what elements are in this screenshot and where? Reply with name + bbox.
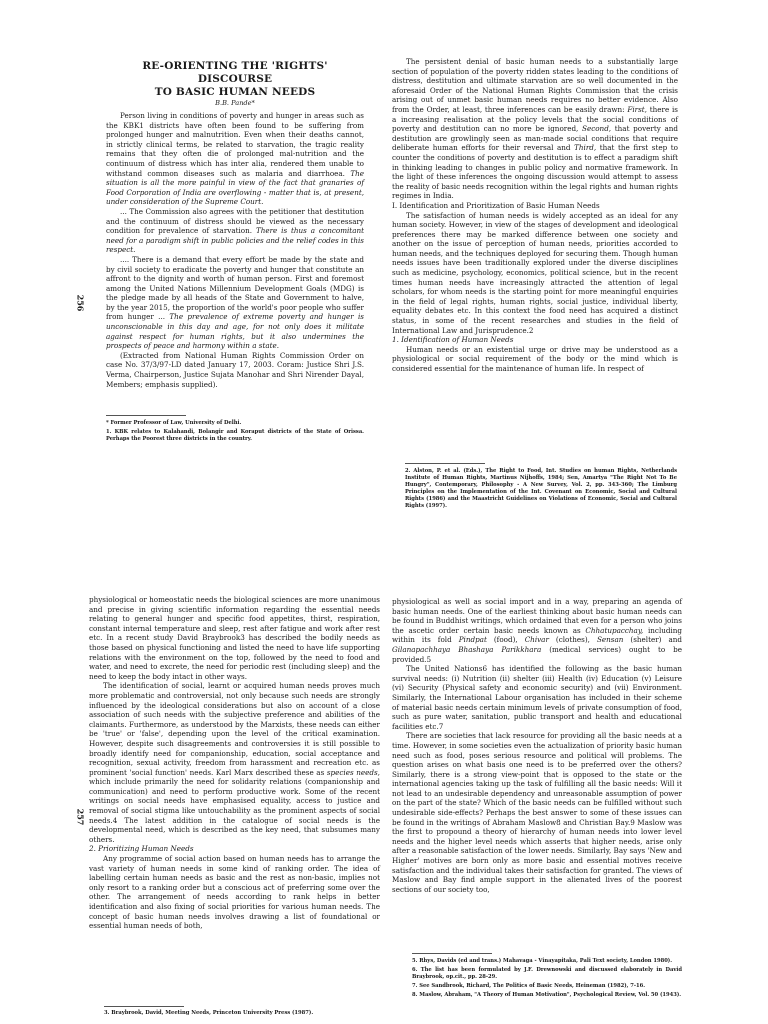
left-column: [106, 60, 364, 389]
body-text: that the first step to counter the conditions of poverty and destitution is to effect a paradigm shift in thinking leading to changes in public policy and normative framework. In the light of these inferences the ongoing discussion would attempt to assess the reality of basic needs recognition within the legal rights and human rights regimes in India.: [392, 143, 678, 201]
body-text: there is a increasing realisation at the policy levels that the social conditions of poverty and destitution can no more be ignored,: [392, 104, 678, 134]
title-line-1: RE-ORIENTING THE 'RIGHTS' DISCOURSE: [142, 60, 328, 85]
footnotes-right: [405, 468, 677, 512]
body-text: which include primarily the need for solidarity relations (companionship and communication) and need to perform productive work. Some of the recent writings on social needs have emphasised equality, access to justice and removal of social stigma like untouchability as the prominent aspects of social needs.4 The latest addition in the catalogue of social needs is the developmental need, which is described as the key need, that subsumes many others.: [89, 777, 380, 844]
pali-term: Pindpat: [458, 635, 487, 645]
quote-text: Person living in conditions of poverty and hunger in areas such as the KBK1 districts have often been found to be suffering from prolonged hunger and malnutrition. Even when their deaths cannot, in strictly clinical terms, be related to starvation, the tragic reality remains that they often die of prolonged mal-nutrition and the continuum of distress which has inter alia, rendered them unable to withstand common diseases such as malaria and diarrhoea.: [106, 111, 364, 178]
footnote-separator: [405, 463, 485, 464]
section-heading: I. Identification and Prioritization of Basic Human Needs: [392, 200, 600, 210]
body-paragraph-1: [392, 597, 682, 664]
quote-source: (Extracted from National Human Rights Commission Order on case No. 37/3/97-LD dated January 17, 2003. Coram: Justice Shri J.S. Verma, Chairperson, Justice Sujata Manohar and Shri Nirender Dayal, Members; emphasis supplied).: [106, 350, 364, 389]
author: B.B. Pande*: [215, 99, 255, 107]
body-paragraph-2: [89, 681, 380, 844]
body-text: (food),: [493, 635, 518, 645]
pali-term: Sensan: [596, 635, 624, 645]
title-line-2: TO BASIC HUMAN NEEDS: [154, 86, 316, 98]
pali-term: Chhatupacchay,: [585, 625, 644, 635]
footnote-separator: [106, 415, 186, 416]
quote-paragraph-3: [106, 255, 364, 351]
right-column: [392, 57, 678, 374]
quote-emphasis: There is thus a concomitant need for a paradigm shift in public policies and the relief codes in this respect.: [106, 226, 364, 255]
page-number: 256: [75, 294, 86, 312]
body-paragraph-1: [392, 57, 678, 201]
footnote-separator: [412, 953, 492, 954]
footnotes-right: [412, 958, 682, 1001]
quote-text: ... The Commission also agrees with the petitioner that destitution and the continuum of distress should be viewed as the necessary condition for prevalence of starvation.: [106, 206, 364, 236]
page-257: [0, 512, 768, 1024]
footnote-6: 6. The list has been formulated by J.F. Drewnowski and discussed elaborately in David Braybrook, op.cit., pp. 28-29.: [412, 967, 682, 980]
left-column: [89, 595, 380, 931]
body-text: that poverty and destitution are growlingly seen as man-made social conditions that require deliberate human efforts for their reversal and: [392, 124, 678, 153]
subsection-heading: 1. Identification of Human Needs: [392, 335, 514, 345]
footnote-7: 7. See Sandbrook, Richard, The Politics of Basic Needs, Heineman (1982), 7-16.: [412, 983, 646, 989]
quote-emphasis: The prevalence of extreme poverty and hunger is unconscionable in this day and age, for not only does it militate against respect for human rights, but it also undermines the prospects of peace and harmony within a state.: [106, 312, 364, 351]
quote-paragraph-1: [106, 111, 364, 207]
footnote-2: 2. Alston, P. et al. (Eds.), The Right to Food, Int. Studies on human Rights, Netherlands Institute of Human Rights, Martinus Nijhoffs, 1984; Sen, Amartya "The Right Not To Be Hungry", Contemporary, Philosophy - A New Survey, Vol. 2, pp. 343-360; The Limburg Principles on the Implementation of the Int. Covenant on Economic, Social and Cultural Rights (1986) and the Maastricht Guidelines on Violations of Economic, Social and Cultural Rights (1997).: [405, 468, 677, 509]
quote-paragraph-2: [106, 207, 364, 255]
footnote-star: * Former Professor of Law, University of Delhi.: [106, 420, 242, 426]
footnote-3: 3. Braybrook, David, Meeting Needs, Princeton University Press (1987).: [104, 1010, 314, 1016]
body-paragraph-2: The satisfaction of human needs is widely accepted as an ideal for any human society. However, in view of the stages of development and ideological preferences there may be marked difference between one society and another on the issue of perception of human needs, priorities accorded to human needs, and the techniques deployed for securing them. Though human needs issues have been traditionally explored under the diverse disciplines such as medicine, psychology, economics, political science, but in the recent times human needs have increasingly attracted the attention of legal scholars, for whom needs is the starting point for more meaningful enquiries in the field of legal rights, human rights, social justice, individual liberty, equality debates etc. In this context the food need has acquired a distinct status, in some of the recent researches and studies in the field of International Law and Jurisprudence.2: [392, 210, 678, 335]
body-emphasis: First,: [627, 104, 647, 114]
body-text: (medical services) ought to be provided.5: [392, 644, 682, 664]
body-emphasis: Third,: [574, 143, 597, 153]
quote-emphasis: The situation is all the more painful in view of the fact that granaries of Food Corporation of India are overflowing - matter that is, at present, under consideration of the Supreme Court.: [106, 168, 364, 207]
footnote-8: 8. Maslow, Abraham, "A Theory of Human Motivation", Psychological Review, Vol. 50 (1943).: [412, 992, 682, 998]
body-paragraph-1: physiological or homeostatic needs the biological sciences are more unanimous and precise in giving scientific information regarding the essential needs relating to general hunger and specific food appetites, thirst, respiration, constant internal temperature and sleep, rest after fatigue and work after rest etc. In a recent study David Braybrook3 has described the bodily needs as those based on physical functioning and listed the need to have life supporting relations with the environment on the top, followed by the need to food and water, and need to excrete, the need for periodic rest (including sleep) and the need to keep the body intact in other ways.: [89, 595, 380, 681]
body-text: including within its fold: [392, 625, 682, 645]
pali-term: Chivar: [524, 635, 549, 645]
body-text: physiological as well as social import and in a way, preparing an agenda of basic human needs. One of the earliest thinking about basic human needs can be found in Buddhist writings, which ordained that even for a person who joins the ascetic order certain basic needs known as: [392, 597, 682, 635]
right-column: [392, 597, 682, 894]
footnotes-left: [106, 420, 364, 445]
body-paragraph-3: There are societies that lack resource for providing all the basic needs at a time. However, in some societies even the actualization of priority basic human need such as food, poses serious resource and political will problems. The question arises on what basis one need is to be preferred over the others? Similarly, there is a strong view-point that is opposed to the state or the international agencies taking up the task of fulfilling all the basic needs: Will it not lead to an undesirable dependency and unreasonable assumption of power on the part of the state? Which of the basic needs can be fulfilled without such undesirable side-effects? Perhaps the best answer to some of these issues can be found in the writings of Abraham Maslow8 and Christian Bay.9 Maslow was the first to propound a theory of hierarchy of human needs into lower level needs and the higher level needs which asserts that higher needs, arise only after a reasonable satisfaction of the lower needs. Similarly, Bay says 'New and Higher' motives are born only as more basic and essential motives receive satisfaction and the individual takes their satisfaction for granted. The views of Maslow and Bay find ample support in the alienated lives of the poorest sections of our society too,: [392, 731, 682, 894]
body-paragraph-3: Any programme of social action based on human needs has to arrange the vast variety of human needs in some kind of ranking order. The idea of labelling certain human needs as basic and the rest as non-basic, implies not only resort to a ranking order but a conscious act of preferring some over the other. The arrangement of needs according to rank helps in better identification and also fixing of social priorities for various human needs. The concept of basic human needs involves drawing a list of foundational or essential human needs of both,: [89, 854, 380, 931]
body-text: (clothes),: [555, 635, 590, 645]
subsection-heading: 2. Prioritizing Human Needs: [89, 844, 194, 854]
body-paragraph-3: Human needs or an existential urge or drive may be understood as a physiological or social requirement of the body or the mind which is considered essential for the maintenance of human life. In respect of: [392, 344, 678, 373]
article-title: [106, 60, 364, 99]
footnote-5: 5. Rhys, Davids (ed and trans.) Mahavaga - Vinayapitaka, Pali Text society, London 1980).: [412, 958, 673, 964]
body-emphasis: Second,: [582, 124, 612, 134]
pali-term: Gilanapachhaya Bhashaya Parikkhara: [392, 644, 542, 654]
footnote-1: 1. KBK relates to Kalahandi, Bolangir and Koraput districts of the State of Orissa. Perhaps the Poorest three districts in the country.: [106, 429, 364, 442]
body-paragraph-2: The United Nations6 has identified the following as the basic human survival needs: (i) Nutrition (ii) shelter (iii) Health (iv) Education (v) Leisure (vi) Security (Physical safety and economic security) and (vii) Environment. Similarly, the International Labour organisation has included in their scheme of material basic needs certain minimum levels of private consumption of food, such as pure water, sanitation, public transport and health and educational facilities etc.7: [392, 664, 682, 731]
quote-text: .... There is a demand that every effort be made by the state and by civil society to eradicate the poverty and hunger that constitute an affront to the dignity and worth of human person. First and foremost among the United Nations Millennium Development Goals (MDG) is the pledge made by all heads of the State and Government to halve, by the year 2015, the proportion of the world's poor people who suffer from hunger ...: [106, 254, 364, 322]
body-text: The identification of social, learnt or acquired human needs proves much more problematic and controversial, not only because such needs are strongly influenced by the ideological considerations but also on account of a close association of such needs with the subjective preference and abilities of the claimants. Furthermore, as understood by the Marxists, these needs can either be 'true' or 'false', depending upon the level of the critical examination. However, despite such disagreements and controversies it is still possible to broadly identify need for companionship, education, social acceptance and recognition, sexual activity, freedom from harassment and recreation etc. as prominent 'social function' needs. Karl Marx described these as: [89, 681, 380, 777]
body-text: The persistent denial of basic human needs to a substantially large section of population of the poverty ridden states leading to the conditions of distress, destitution and ultimate starvation are so well documented in the aforesaid Order of the National Human Rights Commission that the crisis arising out of unmet basic human needs requires no better evidence. Also from the Order, at least, three inferences can be easily drawn:: [392, 57, 678, 114]
body-emphasis: species needs,: [326, 767, 380, 777]
body-text: (shelter) and: [630, 635, 682, 645]
page-number: 257: [75, 808, 86, 826]
footnote-separator: [104, 1006, 184, 1007]
footnotes-left: [104, 1010, 374, 1019]
